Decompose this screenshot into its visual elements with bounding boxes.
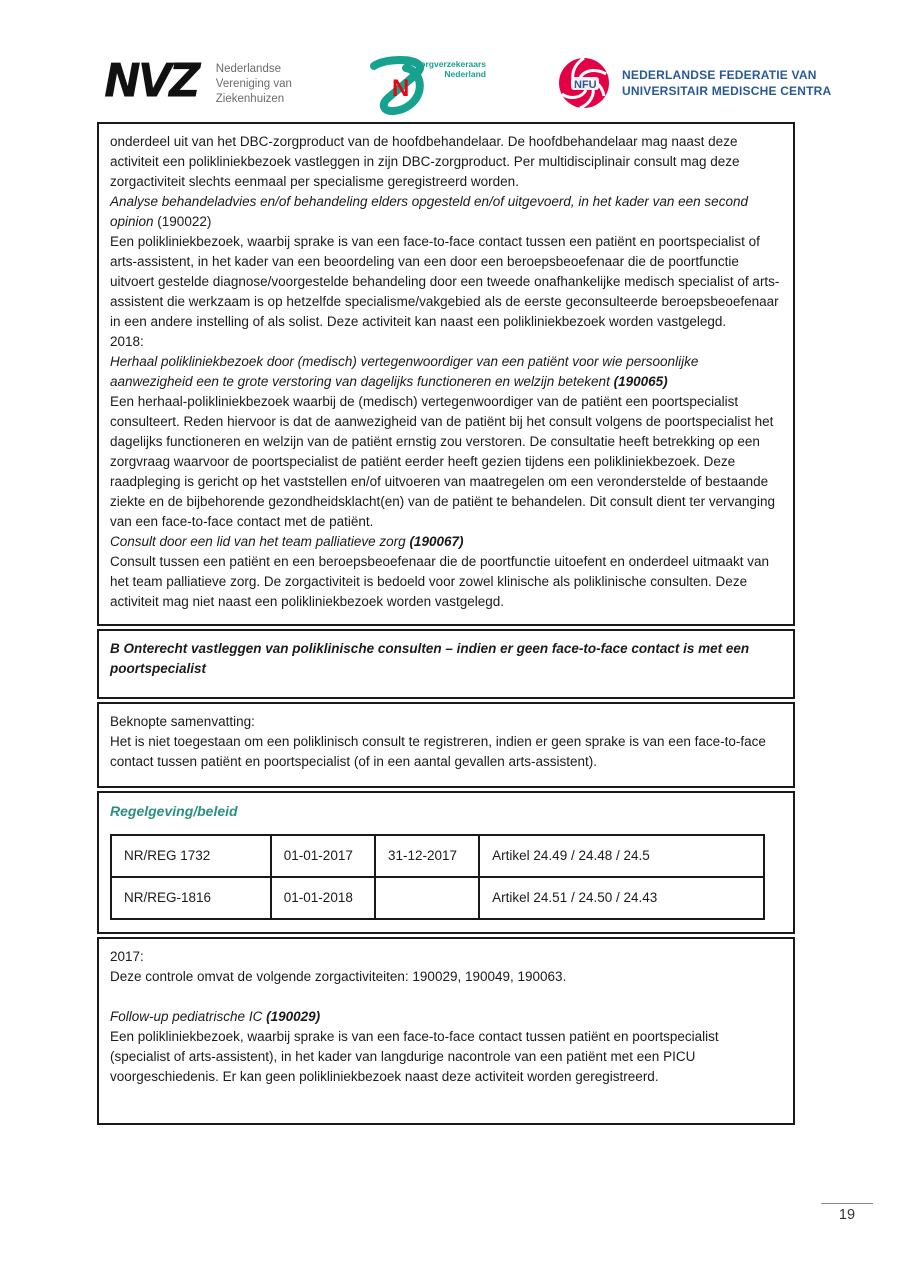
nvz-logo-mark: NVZ (104, 54, 198, 109)
regulation-cell: NR/REG-1816 (111, 877, 271, 919)
content-column (97, 122, 795, 1128)
regulation-table (110, 834, 765, 920)
regulation-cell: 31-12-2017 (375, 835, 479, 877)
page-number: 19 (838, 1207, 856, 1223)
nvz-logo (104, 54, 292, 109)
section-b-header-box (97, 629, 795, 699)
regulation-box (97, 791, 795, 934)
year-label-2017: 2017: (110, 949, 144, 964)
paragraph-dbc-zorgproduct: onderdeel uit van het DBC-zorgproduct van de hoofdbehandelaar. De hoofdbehandelaar mag naast deze activiteit een polikliniekbezoek vastleggen in zijn DBC-zorgproduct. Per multidisciplinair consult mag deze zorgactiviteit slechts eenmaal per specialisme geregistreerd worden. (110, 134, 740, 189)
controls-2017-intro: Deze controle omvat de volgende zorgactiviteiten: 190029, 190049, 190063. (110, 969, 567, 984)
spacer (110, 987, 782, 1007)
activity-code-190067: (190067) (409, 534, 464, 549)
regulation-cell: 01-01-2018 (271, 877, 375, 919)
summary-body: Het is niet toegestaan om een poliklinisch consult te registreren, indien er geen sprake is van een face-to-face contact tussen patiënt en poortspecialist (of in een aantal gevallen arts-assistent). (110, 734, 766, 769)
controls-2017-box (97, 937, 795, 1125)
regulation-cell: NR/REG 1732 (111, 835, 271, 877)
svg-text:N: N (392, 75, 410, 102)
main-text-box (97, 122, 795, 626)
regulation-cell: 01-01-2017 (271, 835, 375, 877)
regulation-cell: Artikel 24.49 / 24.48 / 24.5 (479, 835, 764, 877)
activity-body-190022: Een polikliniekbezoek, waarbij sprake is van een face-to-face contact tussen een patiënt en poortspecialist of arts-assistent, in het kader van een beoordeling van een door een beroepsbeoefenaar die de poortfunctie uitvoert gestelde diagnose/voorgestelde behandeling door een tweede onafhankelijke medisch specialist of arts-assistent die werkzaam is op hetzelfde specialisme/vakgebied als de eerste geconsulteerde beroepsbeoefenaar in een andere instelling of als solist. Deze activiteit kan naast een polikliniekbezoek worden vastgelegd. (110, 234, 780, 329)
nfu-logo (558, 56, 831, 110)
zn-logo (366, 56, 486, 118)
activity-title-190022: Analyse behandeladvies en/of behandeling elders opgesteld en/of uitgevoerd, in het kader van een second opinion (190022) (110, 194, 748, 229)
footer-divider (821, 1203, 873, 1204)
activity-code-190022: (190022) (153, 214, 212, 229)
table-row (111, 877, 764, 919)
nfu-logo-icon (558, 56, 610, 110)
summary-label: Beknopte samenvatting: (110, 714, 255, 729)
table-row (111, 835, 764, 877)
activity-title-190067: Consult door een lid van het team palliatieve zorg (190067) (110, 534, 464, 549)
activity-body-190065: Een herhaal-polikliniekbezoek waarbij de (medisch) vertegenwoordiger van de patiënt een poortspecialist consulteert. Reden hiervoor is dat de aanwezigheid van de patiënt bij het consult volgens de poortspecialist het dagelijks functioneren en welzijn van de patiënt ernstig zou verstoren. De consultatie heeft betrekking op een zorgvraag waarvoor de poortspecialist de patiënt eerder heeft gezien tijdens een polikliniekbezoek. Deze raadpleging is gericht op het vaststellen en/of uitvoeren van maatregelen om een veronderstelde of bestaande ziekte en de bijbehorende gezondheidsklacht(en) van de patiënt te behandelen. Dit consult dient ter vervanging van een face-to-face contact met de patiënt. (110, 394, 775, 529)
activity-code-190029: (190029) (266, 1009, 321, 1024)
activity-title-190029: Follow-up pediatrische IC (190029) (110, 1009, 321, 1024)
regulation-heading: Regelgeving/beleid (110, 803, 238, 819)
zn-logo-text: Zorgverzekeraars Nederland (415, 59, 486, 79)
activity-code-190065: (190065) (613, 374, 668, 389)
activity-body-190067: Consult tussen een patiënt en een beroepsbeoefenaar die de poortfunctie uitoefent en onderdeel uitmaakt van het team palliatieve zorg. De zorgactiviteit is bedoeld voor zowel klinische als poliklinische consulten. Deze activiteit mag niet naast een polikliniekbezoek worden vastgelegd. (110, 554, 769, 609)
summary-box (97, 702, 795, 788)
activity-body-190029: Een polikliniekbezoek, waarbij sprake is van een face-to-face contact tussen patiënt en poortspecialist (specialist of arts-assistent), in het kader van langdurige nacontrole van een patiënt met een PICU voorgeschiedenis. Er kan geen polikliniekbezoek naast deze activiteit worden geregistreerd. (110, 1029, 719, 1084)
year-label-2018: 2018: (110, 334, 144, 349)
nvz-logo-text: Nederlandse Vereniging van Ziekenhuizen (215, 63, 292, 105)
section-b-title: B Onterecht vastleggen van poliklinische consulten – indien er geen face-to-face contact is met een poortspecialist (110, 641, 750, 676)
activity-title-190065: Herhaal polikliniekbezoek door (medisch) vertegenwoordiger van een patiënt voor wie persoonlijke aanwezigheid een te grote verstoring van dagelijks functioneren en welzijn betekent (190065) (110, 354, 699, 389)
nfu-logo-mark: NFU (574, 79, 597, 91)
nfu-logo-text: NEDERLANDSE FEDERATIE VAN UNIVERSITAIR MEDISCHE CENTRA (622, 68, 832, 98)
regulation-cell: Artikel 24.51 / 24.50 / 24.43 (479, 877, 764, 919)
regulation-cell (375, 877, 479, 919)
